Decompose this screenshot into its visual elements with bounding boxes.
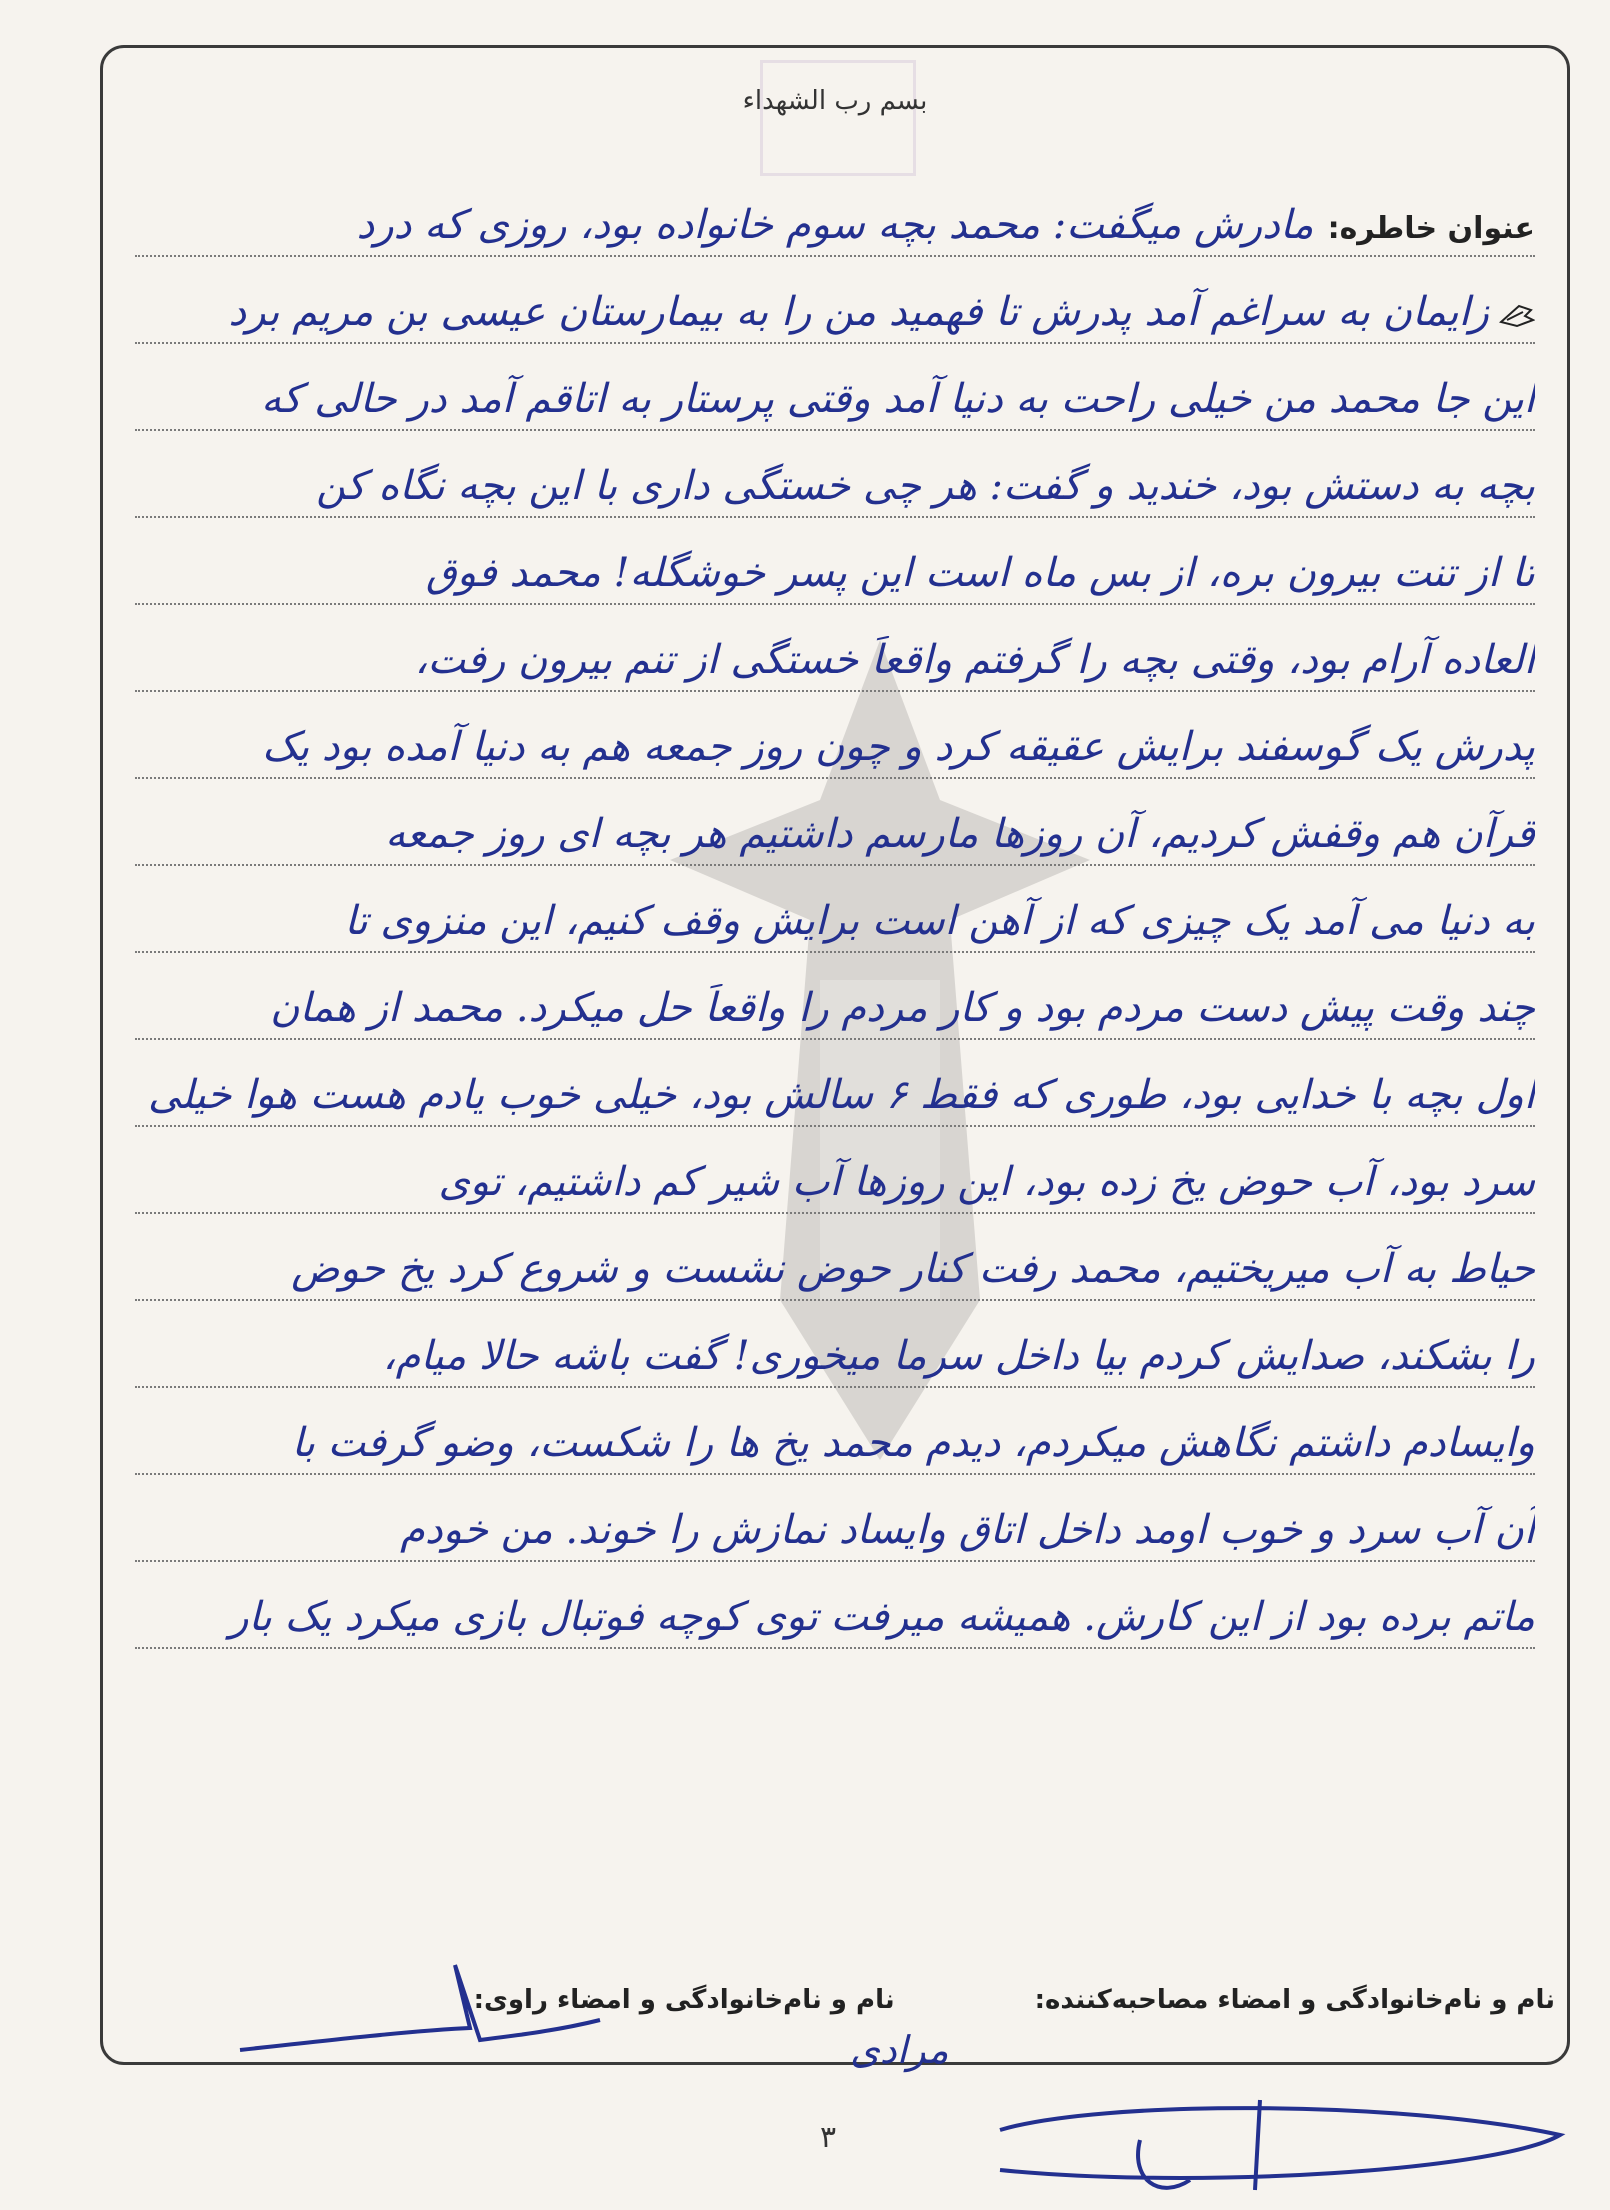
memoir-line [135, 1127, 1535, 1214]
title-line [135, 170, 1535, 257]
header-title: بسم رب الشهداء [742, 86, 928, 116]
page-number: ۳ [820, 2120, 837, 2155]
writing-hand-icon [1499, 302, 1535, 328]
interviewer-signature-label: نام و نام‌خانوادگی و امضاء مصاحبه‌کننده: [1034, 1985, 1555, 2015]
memoir-line-text: زایمان به سراغم آمد پدرش تا فهمید من را به بیمارستان عیسی بن مریم برد [228, 289, 1489, 335]
signature-footer [110, 1985, 1555, 2015]
interviewer-name: مرادی [850, 2028, 949, 2072]
memoir-line [135, 605, 1535, 692]
memoir-line [135, 866, 1535, 953]
memoir-line-text: تا از تنت بیرون بره، از بس ماه است این پسر خوشگله! محمد فوق [425, 550, 1535, 596]
memoir-line-text: وایسادم داشتم نگاهش میکردم، دیدم محمد یخ ها را شکست، وضو گرفت با [291, 1420, 1535, 1466]
memoir-line [135, 1388, 1535, 1475]
memoir-line-text: اول بچه با خدایی بود، طوری که فقط ۶ سالش بود، خیلی خوب یادم هست هوا خیلی [148, 1072, 1535, 1118]
memoir-line-text: حیاط به آب میریختیم، محمد رفت کنار حوض نشست و شروع کرد یخ حوض [291, 1246, 1535, 1292]
memoir-title-label: عنوان خاطره: [1327, 211, 1535, 246]
memoir-line-text: این جا محمد من خیلی راحت به دنیا آمد وقتی پرستار به اتاقم آمد در حالی که [261, 376, 1535, 422]
memoir-line-text: آن آب سرد و خوب اومد داخل اتاق وایساد نمازش را خوند. من خودم [400, 1507, 1535, 1553]
memoir-line [135, 1040, 1535, 1127]
interviewer-signature [1000, 2100, 1560, 2190]
memoir-line [135, 779, 1535, 866]
memoir-line [135, 431, 1535, 518]
memoir-line [135, 257, 1535, 344]
memoir-line-text: مادرش میگفت: محمد بچه سوم خانواده بود، روزی که درد [356, 202, 1314, 248]
memoir-line [135, 1475, 1535, 1562]
memoir-line [135, 1214, 1535, 1301]
memoir-line-text: بچه به دستش بود، خندید و گفت: هر چی خستگی داری با این بچه نگاه کن [316, 463, 1535, 509]
memoir-line-text: سرد بود، آب حوض یخ زده بود، این روزها آب شیر کم داشتیم، توی [438, 1159, 1535, 1205]
narrator-signature-label: نام و نام‌خانوادگی و امضاء راوی: [473, 1985, 895, 2015]
memoir-line [135, 692, 1535, 779]
memoir-line-text: پدرش یک گوسفند برایش عقیقه کرد و چون روز جمعه هم به دنیا آمده بود یک [262, 724, 1535, 770]
memoir-line-text: چند وقت پیش دست مردم بود و کار مردم را واقعاً حل میکرد. محمد از همان [270, 985, 1535, 1031]
memoir-line-text: را بشکند، صدایش کردم بیا داخل سرما میخوری! گفت باشه حالا میام، [382, 1333, 1535, 1379]
memoir-line [135, 201, 1535, 255]
memoir-line [135, 518, 1535, 605]
memoir-line-text: قرآن هم وقفش کردیم، آن روزها مارسم داشتیم هر بچه ای روز جمعه [385, 811, 1535, 857]
memoir-line-text: به دنیا می آمد یک چیزی که از آهن است برایش وقف کنیم، این منزوی تا [344, 898, 1535, 944]
memoir-line [135, 953, 1535, 1040]
memoir-line-text: العاده آرام بود، وقتی بچه را گرفتم واقعاً خستگی از تنم بیرون رفت، [414, 637, 1535, 683]
memoir-body [120, 170, 1550, 1649]
memoir-line [135, 1301, 1535, 1388]
memoir-line-text: ماتم برده بود از این کارش. همیشه میرفت توی کوچه فوتبال بازی میکرد یک بار [229, 1594, 1535, 1640]
memoir-line [135, 344, 1535, 431]
memoir-line [135, 1562, 1535, 1649]
